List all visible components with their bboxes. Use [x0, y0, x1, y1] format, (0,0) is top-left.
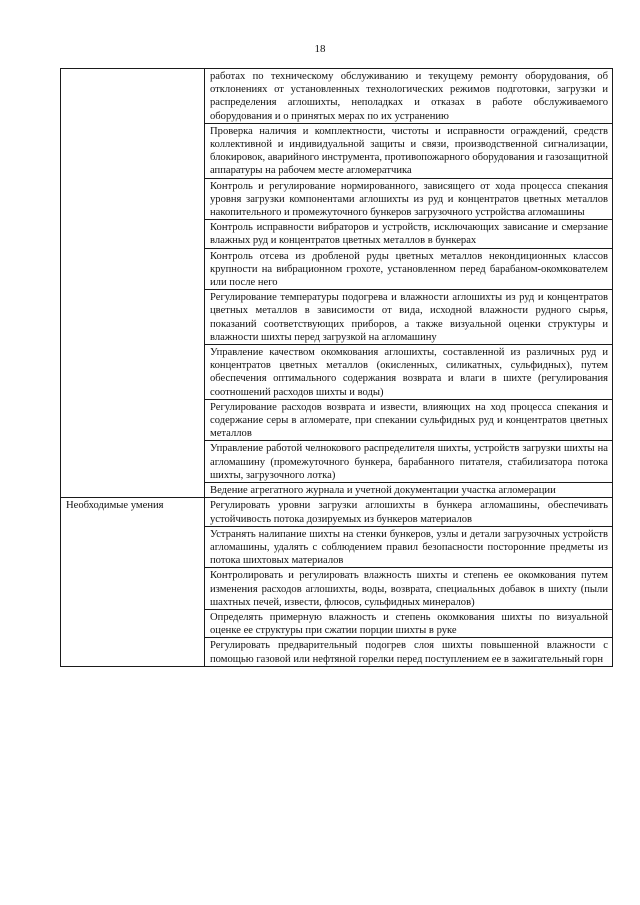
- table-cell: Регулирование температуры подогрева и влажности аглошихты из руд и концентратов цветных металлов в зависимости от вида, исходной влажности рудного сырья, показаний соответствующих приборов, а также визуальной оценки структуры и влажности шихты перед загрузкой на агломашину: [205, 290, 613, 345]
- table-cell: Ведение агрегатного журнала и учетной документации участка агломерации: [205, 483, 613, 498]
- table-cell: Контроль и регулирование нормированного, зависящего от хода процесса спекания уровня загрузки компонентами аглошихты из руд и концентратов цветных металлов накопительного и промежуточного бункеров загрузочного устройства агломашины: [205, 178, 613, 220]
- table-body: [61, 69, 613, 667]
- table-cell: Устранять налипание шихты на стенки бункеров, узлы и детали загрузочных устройств агломашины, удалять с соблюдением правил безопасности посторонние предметы из потока шихтовых материалов: [205, 526, 613, 568]
- row-label-skills: Необходимые умения: [61, 498, 205, 666]
- table-cell: Контроль исправности вибраторов и устройств, исключающих зависание и смерзание влажных руд и концентратов цветных металлов в бункерах: [205, 220, 613, 248]
- table-cell: Регулировать предварительный подогрев слоя шихты повышенной влажности с помощью газовой или нефтяной горелки перед поступлением ее в зажигательный горн: [205, 638, 613, 666]
- table-row: [61, 498, 613, 526]
- table-cell: работах по техническому обслуживанию и текущему ремонту оборудования, об отклонениях от установленных технологических режимов подготовки, загрузки и распределения аглошихты, неполадках и отказах в работе обслуживаемого оборудования и о принятых мерах по их устранению: [205, 69, 613, 124]
- table-cell: Регулирование расходов возврата и извести, влияющих на ход процесса спекания и содержание серы в агломерате, при спекании сульфидных руд и концентратов цветных металлов: [205, 399, 613, 441]
- requirements-table: [60, 68, 613, 667]
- page-number: 18: [314, 43, 326, 55]
- table-cell: Регулировать уровни загрузки аглошихты в бункера агломашины, обеспечивать устойчивость потока дозируемых из бункеров материалов: [205, 498, 613, 526]
- row-label-cell: [61, 69, 205, 498]
- table-cell: Проверка наличия и комплектности, чистоты и исправности ограждений, средств коллективной и индивидуальной защиты и связи, производственной сигнализации, блокировок, аварийного инструмента, противопожарного оборудования и газозащитной аппаратуры на рабочем месте агломератчика: [205, 123, 613, 178]
- table-row: [61, 69, 613, 124]
- table-cell: Контролировать и регулировать влажность шихты и степень ее окомкования путем изменения расходов аглошихты, воды, возврата, специальных добавок в шихту (пыли шахтных печей, извести, флюсов, сульфидных минералов): [205, 568, 613, 610]
- table-cell: Управление качеством окомкования аглошихты, составленной из различных руд и концентратов цветных металлов (окисленных, силикатных, сульфидных), путем обеспечения оптимального содержания возврата и влаги в шихте (регулирования соотношений расходов шихты и воды): [205, 345, 613, 400]
- table-cell: Контроль отсева из дробленой руды цветных металлов некондиционных классов крупности на вибрационном грохоте, установленном перед барабаном-окомкователем или после него: [205, 248, 613, 290]
- table-cell: Определять примерную влажность и степень окомкования шихты по визуальной оценке ее структуры при сжатии порции шихты в руке: [205, 609, 613, 637]
- table-cell: Управление работой челнокового распределителя шихты, устройств загрузки шихты на агломашину (промежуточного бункера, барабанного питателя, стабилизатора потока шихты, загрузочного лотка): [205, 441, 613, 483]
